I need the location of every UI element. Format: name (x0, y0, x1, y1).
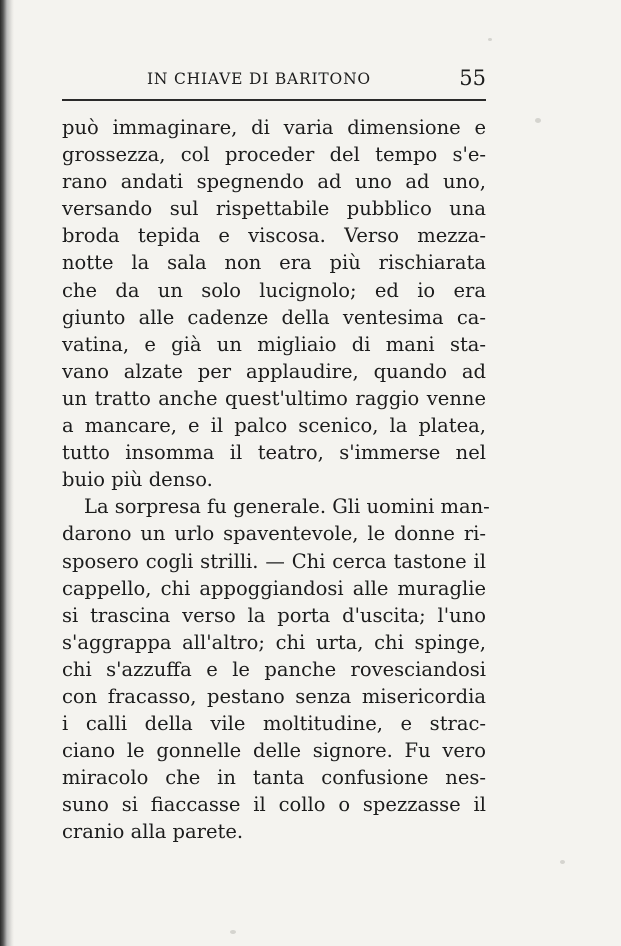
text-line: miracolo che in tanta confusione nes- (62, 766, 486, 790)
text-line: cappello, chi appoggiandosi alle muraglie (62, 576, 486, 600)
text-line: La sorpresa fu generale. Gli uomini man- (84, 495, 490, 519)
text-line: che da un solo lucignolo; ed io era (62, 278, 486, 302)
page-header (62, 66, 486, 98)
running-title: IN CHIAVE DI BARITONO (147, 70, 371, 88)
paper-speck (488, 38, 492, 41)
page-number: 55 (459, 66, 486, 90)
paper-speck (560, 860, 565, 864)
body-text (62, 114, 490, 846)
text-line: può immaginare, di varia dimensione e (62, 116, 486, 139)
text-line: ciano le gonnelle delle signore. Fu vero (62, 739, 486, 763)
paragraph-1 (62, 114, 486, 493)
text-line: i calli della vile moltitudine, e strac- (62, 712, 486, 736)
paper-speck (230, 930, 236, 934)
paragraph-2 (62, 493, 490, 845)
text-line: tutto insomma il teatro, s'immerse nel (62, 441, 486, 465)
text-line: notte la sala non era più rischiarata (62, 251, 486, 275)
text-line: suno si fiaccasse il collo o spezzasse il (62, 793, 486, 817)
text-line: sposero cogli strilli. — Chi cerca tastone il (62, 549, 486, 573)
text-line: con fracasso, pestano senza misericordia (62, 684, 486, 708)
text-line: giunto alle cadenze della ventesima ca- (62, 305, 486, 329)
paper-speck (535, 118, 541, 123)
text-line: s'aggrappa all'altro; chi urta, chi spinge, (62, 630, 486, 654)
header-rule (62, 99, 486, 101)
text-line: un tratto anche quest'ultimo raggio venne (62, 386, 486, 410)
text-line: rano andati spegnendo ad uno ad uno, (62, 170, 486, 194)
text-line: vano alzate per applaudire, quando ad (62, 359, 486, 383)
text-line: darono un urlo spaventevole, le donne ri- (62, 522, 486, 546)
text-line: si trascina verso la porta d'uscita; l'uno (62, 603, 486, 627)
text-line: cranio alla parete. (62, 820, 244, 844)
text-line: grossezza, col proceder del tempo s'e- (62, 143, 486, 167)
text-line: chi s'azzuffa e le panche rovesciandosi (62, 657, 486, 681)
page-binding-edge (0, 0, 14, 946)
text-line: broda tepida e viscosa. Verso mezza- (62, 224, 486, 248)
text-line: versando sul rispettabile pubblico una (62, 197, 486, 221)
text-line: buio più denso. (62, 468, 213, 492)
text-line: a mancare, e il palco scenico, la platea, (62, 414, 486, 438)
text-line: vatina, e già un migliaio di mani sta- (62, 332, 486, 356)
